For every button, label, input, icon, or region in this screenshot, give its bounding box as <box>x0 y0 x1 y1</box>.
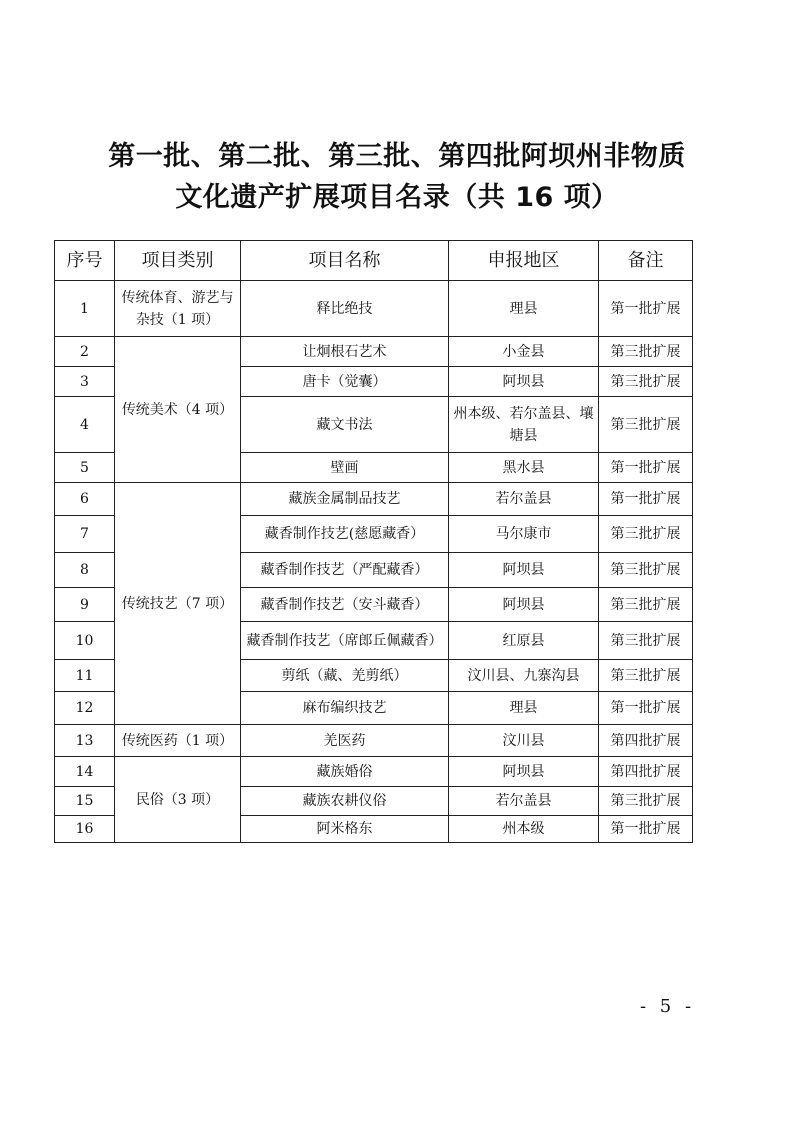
row-name: 藏香制作技艺（严配藏香） <box>241 553 449 588</box>
document-title <box>60 136 734 218</box>
row-no: 10 <box>55 622 115 660</box>
header-note: 备注 <box>599 241 693 281</box>
row-region: 阿坝县 <box>449 367 599 397</box>
heritage-list-table <box>54 240 693 843</box>
row-no: 5 <box>55 453 115 483</box>
category-cell: 传统医药（1 项） <box>115 725 241 757</box>
table-header-row <box>55 241 693 281</box>
row-no: 2 <box>55 337 115 367</box>
header-region: 申报地区 <box>449 241 599 281</box>
row-note: 第一批扩展 <box>599 816 693 843</box>
row-note: 第一批扩展 <box>599 281 693 337</box>
row-note: 第三批扩展 <box>599 553 693 588</box>
table-row <box>55 337 693 367</box>
row-name: 羌医药 <box>241 725 449 757</box>
row-region: 黑水县 <box>449 453 599 483</box>
row-region: 理县 <box>449 692 599 725</box>
row-note: 第一批扩展 <box>599 483 693 516</box>
page-number: - 5 - <box>640 996 696 1017</box>
row-region: 阿坝县 <box>449 588 599 622</box>
title-line-2: 文化遗产扩展项目名录（共 16 项） <box>175 182 619 213</box>
row-note: 第四批扩展 <box>599 725 693 757</box>
row-note: 第三批扩展 <box>599 622 693 660</box>
title-line-1: 第一批、第二批、第三批、第四批阿坝州非物质 <box>108 141 686 172</box>
row-region: 理县 <box>449 281 599 337</box>
row-note: 第三批扩展 <box>599 787 693 816</box>
row-name: 壁画 <box>241 453 449 483</box>
row-note: 第四批扩展 <box>599 757 693 787</box>
row-region: 州本级 <box>449 816 599 843</box>
category-cell: 传统美术（4 项） <box>115 337 241 483</box>
row-no: 13 <box>55 725 115 757</box>
header-no: 序号 <box>55 241 115 281</box>
row-no: 9 <box>55 588 115 622</box>
row-region: 州本级、若尔盖县、壤塘县 <box>449 397 599 453</box>
row-name: 藏香制作技艺（安斗藏香） <box>241 588 449 622</box>
row-region: 阿坝县 <box>449 757 599 787</box>
header-name: 项目名称 <box>241 241 449 281</box>
row-note: 第三批扩展 <box>599 367 693 397</box>
row-note: 第三批扩展 <box>599 588 693 622</box>
row-note: 第一批扩展 <box>599 453 693 483</box>
row-region: 汶川县 <box>449 725 599 757</box>
row-name: 阿米格东 <box>241 816 449 843</box>
row-no: 6 <box>55 483 115 516</box>
row-note: 第三批扩展 <box>599 516 693 553</box>
row-no: 1 <box>55 281 115 337</box>
table-row <box>55 281 693 337</box>
row-name: 麻布编织技艺 <box>241 692 449 725</box>
table-row <box>55 757 693 787</box>
row-name: 藏香制作技艺（席郎丘佩藏香） <box>241 622 449 660</box>
row-name: 藏族农耕仪俗 <box>241 787 449 816</box>
row-name: 藏文书法 <box>241 397 449 453</box>
row-no: 12 <box>55 692 115 725</box>
row-region: 小金县 <box>449 337 599 367</box>
row-no: 14 <box>55 757 115 787</box>
row-region: 汶川县、九寨沟县 <box>449 660 599 692</box>
row-region: 若尔盖县 <box>449 483 599 516</box>
row-name: 唐卡（觉囊） <box>241 367 449 397</box>
category-cell: 传统体育、游艺与杂技（1 项） <box>115 281 241 337</box>
row-note: 第一批扩展 <box>599 692 693 725</box>
row-note: 第三批扩展 <box>599 337 693 367</box>
row-name: 藏族婚俗 <box>241 757 449 787</box>
table-row <box>55 725 693 757</box>
row-no: 15 <box>55 787 115 816</box>
row-name: 剪纸（藏、羌剪纸） <box>241 660 449 692</box>
row-region: 红原县 <box>449 622 599 660</box>
category-cell: 民俗（3 项） <box>115 757 241 843</box>
row-no: 4 <box>55 397 115 453</box>
row-note: 第三批扩展 <box>599 660 693 692</box>
row-no: 11 <box>55 660 115 692</box>
row-no: 16 <box>55 816 115 843</box>
row-name: 释比绝技 <box>241 281 449 337</box>
row-no: 3 <box>55 367 115 397</box>
row-region: 马尔康市 <box>449 516 599 553</box>
row-region: 阿坝县 <box>449 553 599 588</box>
row-name: 藏香制作技艺(慈愿藏香） <box>241 516 449 553</box>
header-category: 项目类别 <box>115 241 241 281</box>
row-name: 让炯根石艺术 <box>241 337 449 367</box>
category-cell: 传统技艺（7 项） <box>115 483 241 725</box>
row-note: 第三批扩展 <box>599 397 693 453</box>
row-no: 8 <box>55 553 115 588</box>
row-name: 藏族金属制品技艺 <box>241 483 449 516</box>
row-no: 7 <box>55 516 115 553</box>
row-region: 若尔盖县 <box>449 787 599 816</box>
table-row <box>55 483 693 516</box>
